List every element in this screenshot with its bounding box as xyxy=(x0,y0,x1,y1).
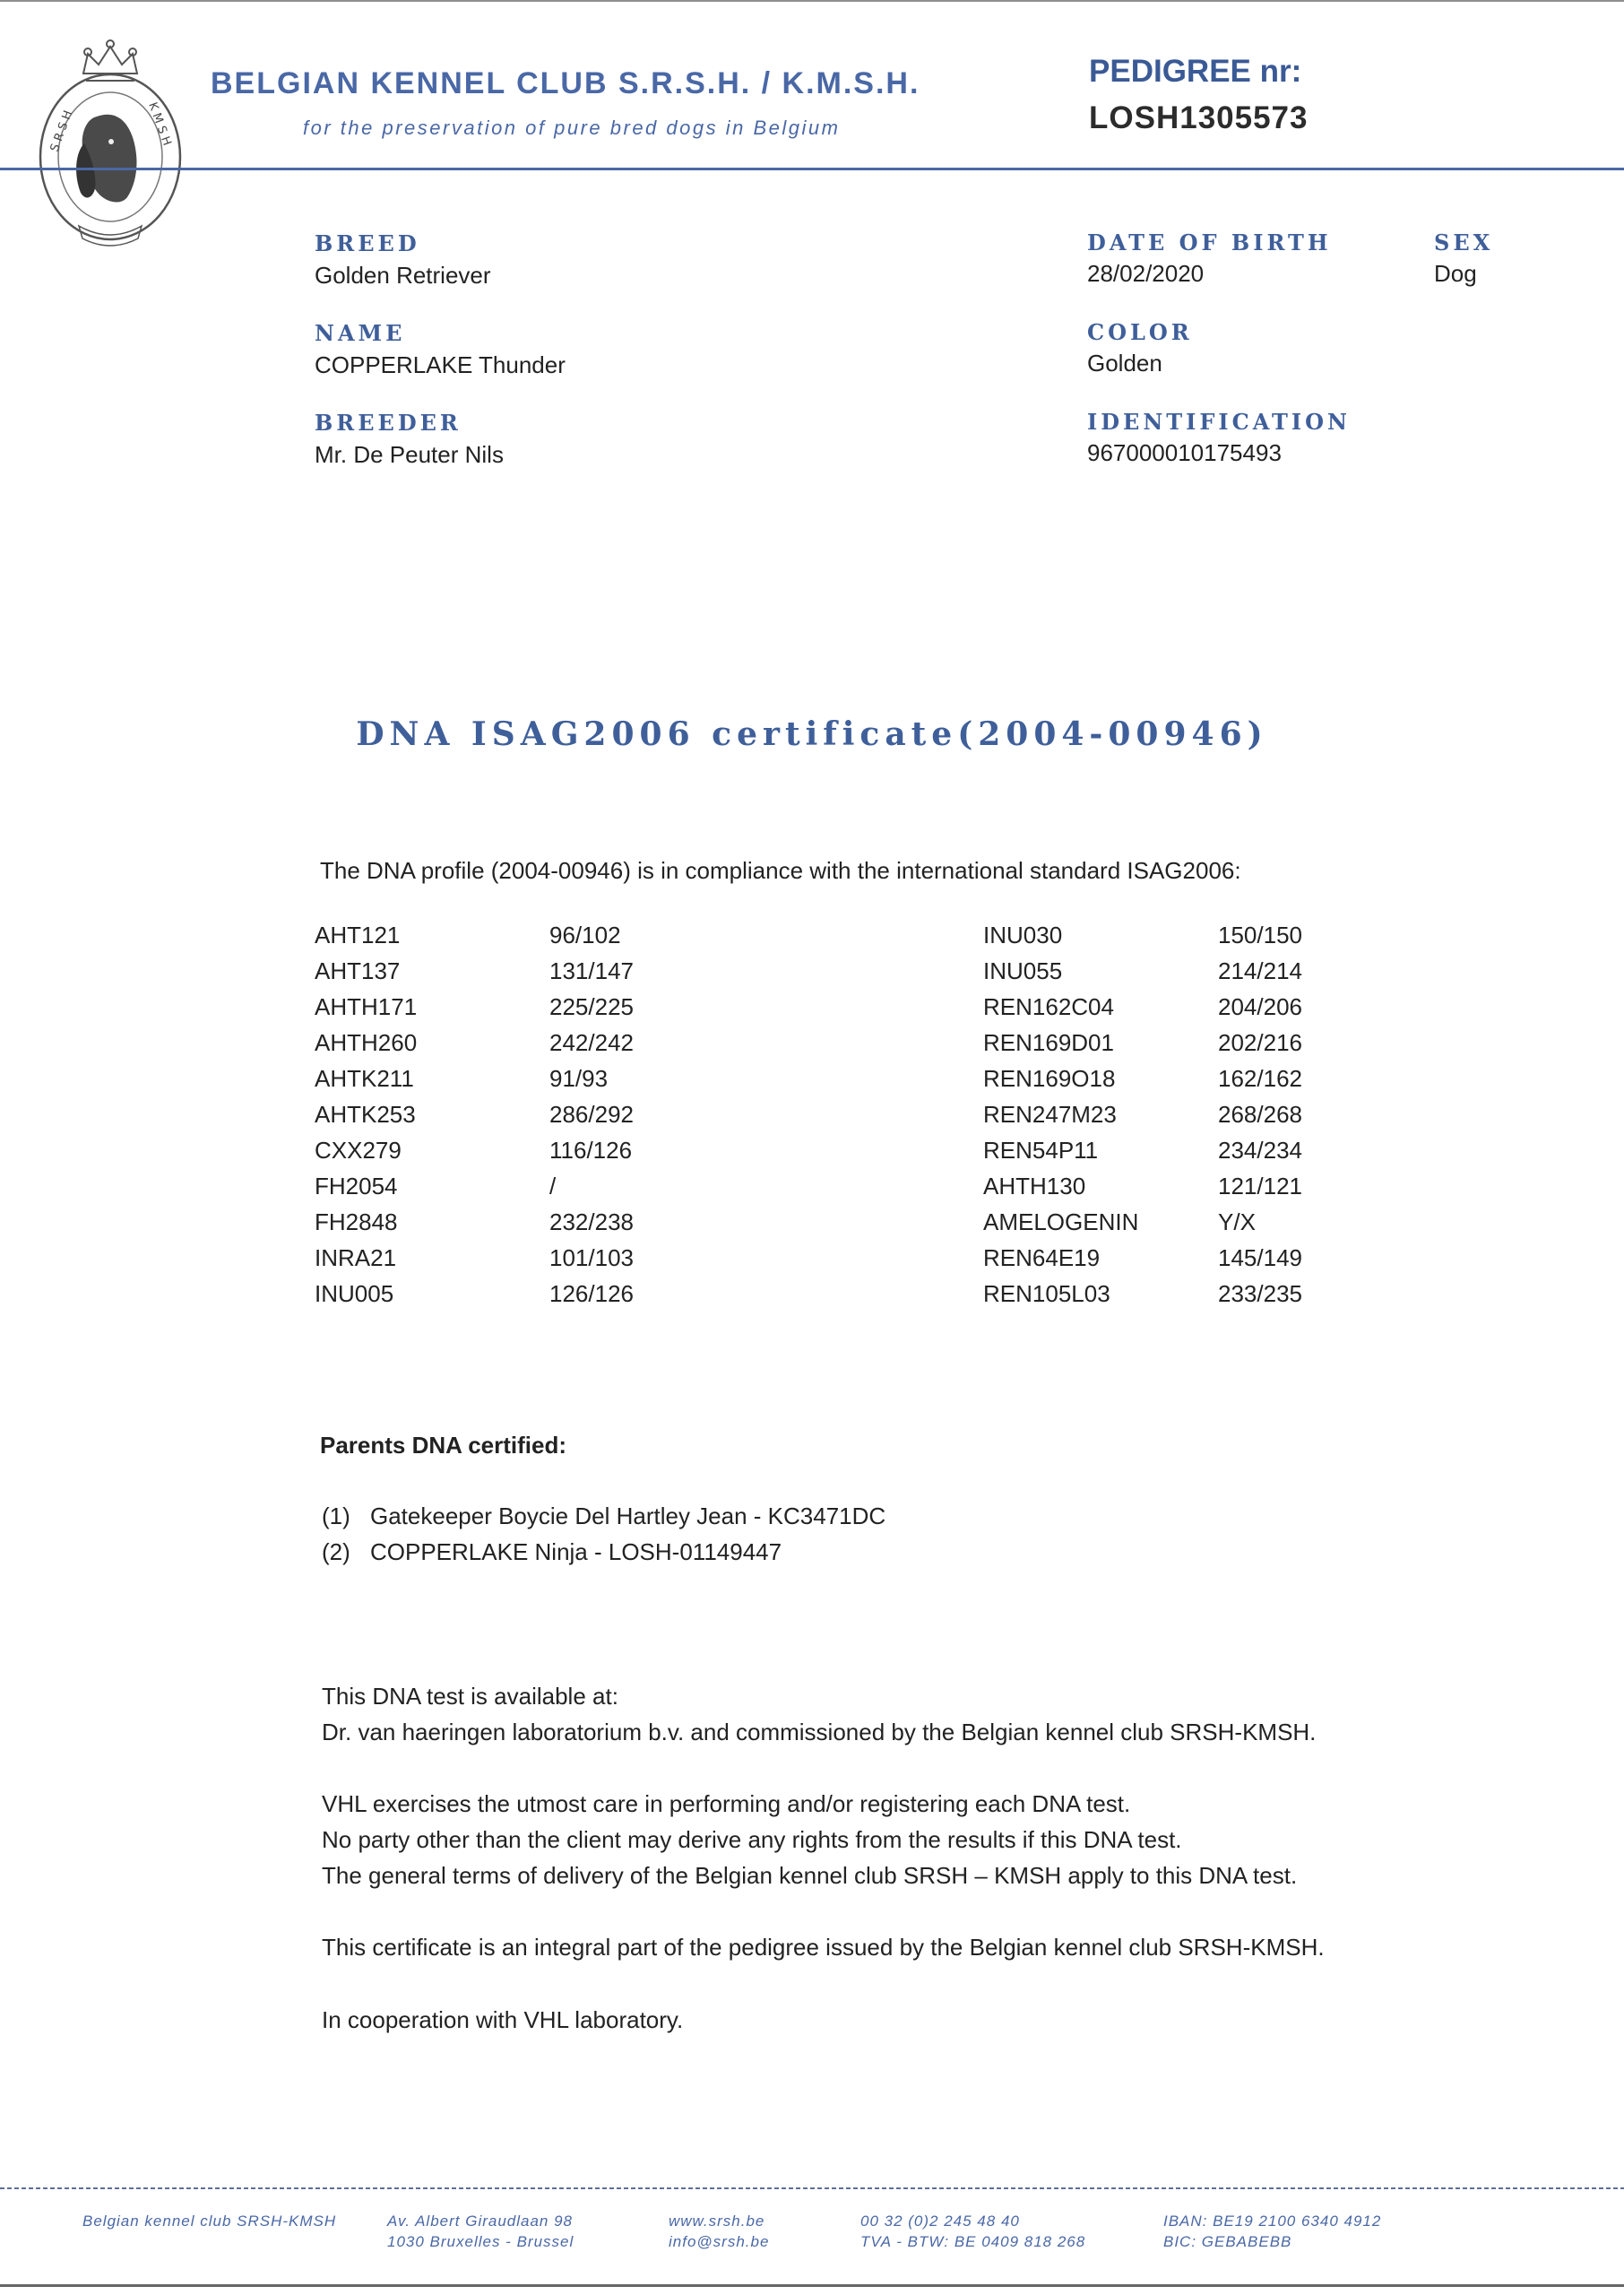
marker-name: AHTH171 xyxy=(315,993,418,1020)
marker-value: 286/292 xyxy=(549,1101,634,1128)
marker-value: 242/242 xyxy=(549,1029,634,1056)
availability-line-2: Dr. van haeringen laboratorium b.v. and commissioned by the Belgian kennel club SRSH-KMSH. xyxy=(322,1719,1317,1745)
marker-name: FH2848 xyxy=(315,1208,398,1235)
parent-1-number: (1) xyxy=(322,1503,350,1529)
marker-name: AHTH130 xyxy=(983,1173,1086,1199)
marker-value: / xyxy=(549,1173,557,1199)
vhl-line-2: No party other than the client may derive any rights from the results if this DNA test. xyxy=(322,1826,1182,1853)
marker-name: REN54P11 xyxy=(983,1137,1099,1164)
club-crest-logo xyxy=(34,18,186,251)
marker-name: INU055 xyxy=(983,957,1063,984)
parent-2-name: COPPERLAKE Ninja - LOSH-01149447 xyxy=(370,1538,782,1565)
marker-name: REN169D01 xyxy=(983,1029,1114,1056)
marker-name: REN169O18 xyxy=(983,1065,1116,1092)
marker-value: 204/206 xyxy=(1218,993,1302,1020)
footer-divider xyxy=(0,2187,1624,2189)
club-name: BELGIAN KENNEL CLUB S.R.S.H. / K.M.S.H. xyxy=(211,66,920,100)
breeder-label: BREEDER xyxy=(315,410,462,436)
footer-email: info@srsh.be xyxy=(669,2233,770,2250)
footer-iban: IBAN: BE19 2100 6340 4912 xyxy=(1163,2213,1382,2230)
logo-text-left: S R S H xyxy=(48,108,76,154)
marker-value: 162/162 xyxy=(1218,1065,1302,1092)
sex-label: SEX xyxy=(1434,230,1494,255)
footer-website: www.srsh.be xyxy=(669,2213,765,2230)
identification-value: 967000010175493 xyxy=(1087,439,1282,466)
marker-name: INRA21 xyxy=(315,1244,397,1271)
parents-title: Parents DNA certified: xyxy=(320,1432,566,1459)
vhl-line-1: VHL exercises the utmost care in performing and/or registering each DNA test. xyxy=(322,1790,1131,1817)
dob-value: 28/02/2020 xyxy=(1087,260,1205,287)
dob-label: DATE OF BIRTH xyxy=(1087,230,1332,255)
marker-value: 214/214 xyxy=(1218,957,1302,984)
color-label: COLOR xyxy=(1087,319,1193,345)
marker-name: AHTH260 xyxy=(315,1029,418,1056)
footer-address-1: Av. Albert Giraudlaan 98 xyxy=(387,2213,574,2230)
footer-club: Belgian kennel club SRSH-KMSH xyxy=(82,2213,337,2230)
cooperation-note: In cooperation with VHL laboratory. xyxy=(322,2006,684,2033)
marker-name: INU005 xyxy=(315,1280,394,1307)
name-value: COPPERLAKE Thunder xyxy=(315,351,566,378)
marker-value: 121/121 xyxy=(1218,1173,1302,1199)
marker-value: 232/238 xyxy=(549,1208,634,1235)
integral-part-note: This certificate is an integral part of the pedigree issued by the Belgian kennel club SRSH-KMSH. xyxy=(322,1934,1325,1961)
club-tagline: for the preservation of pure bred dogs in Belgium xyxy=(303,117,841,139)
marker-value: 96/102 xyxy=(549,922,621,948)
marker-name: INU030 xyxy=(983,922,1063,948)
marker-name: FH2054 xyxy=(315,1173,398,1199)
footer-phone: 00 32 (0)2 245 48 40 xyxy=(860,2213,1020,2230)
logo-text-right: K M S H xyxy=(145,100,174,148)
marker-name: REN162C04 xyxy=(983,993,1114,1020)
name-label: NAME xyxy=(315,320,406,346)
marker-value: 145/149 xyxy=(1218,1244,1302,1271)
footer-bic: BIC: GEBABEBB xyxy=(1163,2233,1292,2250)
parent-2-number: (2) xyxy=(322,1538,350,1565)
parent-1-name: Gatekeeper Boycie Del Hartley Jean - KC3471DC xyxy=(370,1503,886,1529)
marker-value: 126/126 xyxy=(549,1280,634,1307)
marker-name: REN105L03 xyxy=(983,1280,1110,1307)
sex-value: Dog xyxy=(1434,260,1477,287)
marker-value: 268/268 xyxy=(1218,1101,1302,1128)
marker-value: 131/147 xyxy=(549,957,634,984)
marker-name: AMELOGENIN xyxy=(983,1208,1139,1235)
color-value: Golden xyxy=(1087,350,1162,377)
marker-value: 234/234 xyxy=(1218,1137,1302,1164)
marker-value: 116/126 xyxy=(549,1137,633,1164)
marker-name: AHTK211 xyxy=(315,1065,414,1092)
marker-value: 233/235 xyxy=(1218,1280,1302,1307)
marker-value: Y/X xyxy=(1218,1208,1256,1235)
breeder-value: Mr. De Peuter Nils xyxy=(315,441,504,468)
breed-value: Golden Retriever xyxy=(315,262,491,289)
marker-value: 101/103 xyxy=(549,1244,634,1271)
marker-name: CXX279 xyxy=(315,1137,402,1164)
header-divider xyxy=(0,168,1624,170)
marker-name: REN64E19 xyxy=(983,1244,1101,1271)
pedigree-number: LOSH1305573 xyxy=(1089,100,1309,135)
marker-value: 225/225 xyxy=(549,993,634,1020)
marker-name: AHTK253 xyxy=(315,1101,416,1128)
marker-value: 150/150 xyxy=(1218,922,1302,948)
profile-intro: The DNA profile (2004-00946) is in compliance with the international standard ISAG2006: xyxy=(320,857,1241,884)
marker-value: 91/93 xyxy=(549,1065,609,1092)
footer-address-2: 1030 Bruxelles - Brussel xyxy=(387,2233,574,2250)
pedigree-label: PEDIGREE nr: xyxy=(1089,54,1302,89)
marker-name: AHT137 xyxy=(315,957,401,984)
vhl-line-3: The general terms of delivery of the Belgian kennel club SRSH – KMSH apply to this DNA test. xyxy=(322,1862,1298,1889)
marker-name: REN247M23 xyxy=(983,1101,1117,1128)
identification-label: IDENTIFICATION xyxy=(1087,409,1351,435)
availability-line-1: This DNA test is available at: xyxy=(322,1683,618,1710)
page-bottom-edge xyxy=(0,2284,1624,2287)
breed-label: BREED xyxy=(315,230,420,256)
marker-value: 202/216 xyxy=(1218,1029,1302,1056)
page-top-edge xyxy=(0,0,1624,2)
marker-name: AHT121 xyxy=(315,922,401,948)
certificate-title: DNA ISAG2006 certificate(2004-00946) xyxy=(356,715,1268,753)
footer-vat: TVA - BTW: BE 0409 818 268 xyxy=(860,2233,1086,2250)
